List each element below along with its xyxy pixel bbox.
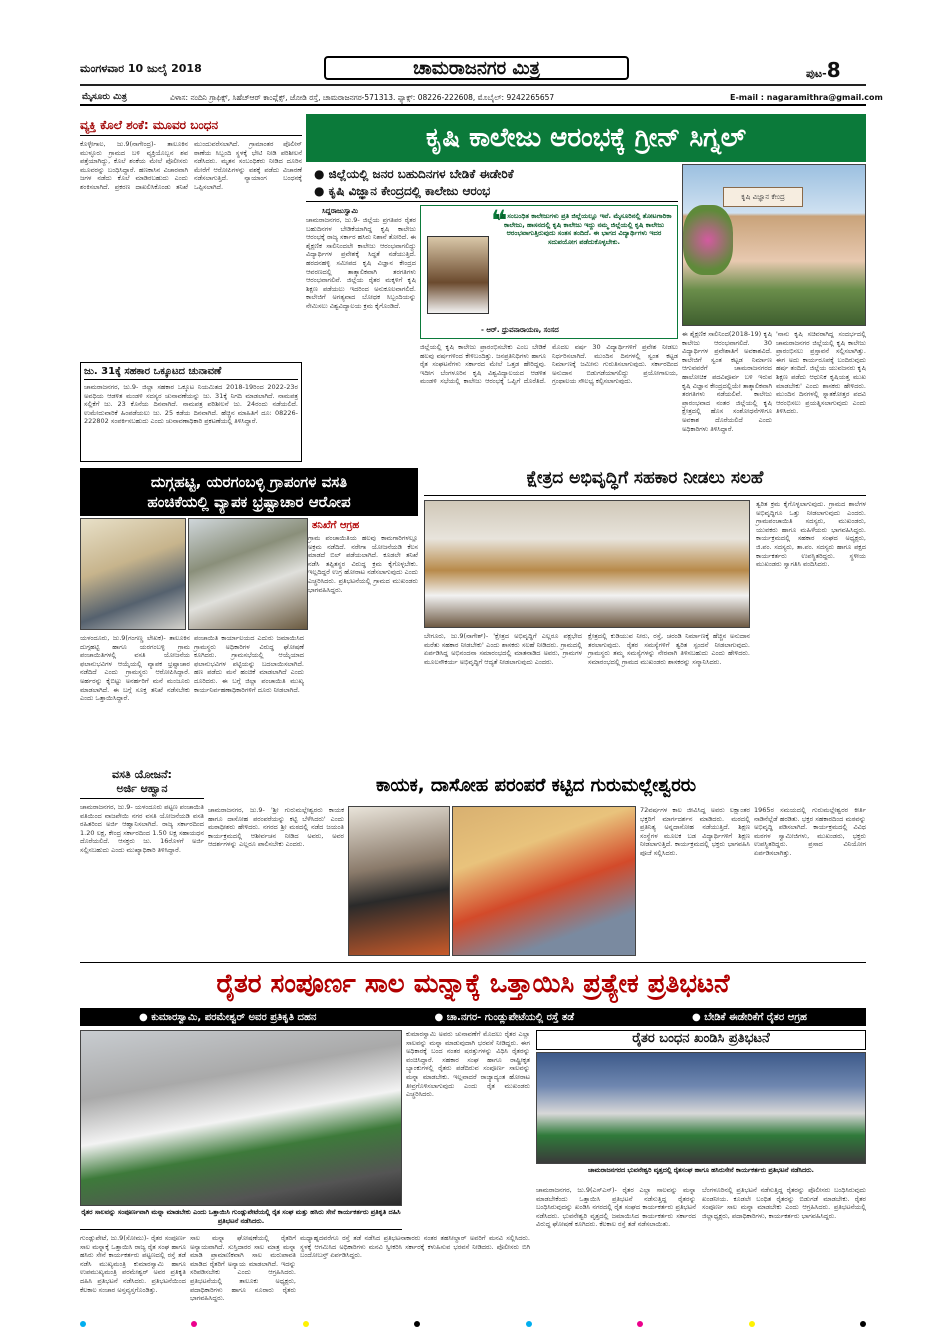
story-coop-election <box>80 362 302 462</box>
housing-scam-body-col1: ಯಳಂದೂರು, ಜು.9(ಗಂಗಣ್ಣ ಲೇಖಕ)- ತಾಲೂಕಿನ ದುಗ್ಗಹಟ್ಟಿ ಹಾಗೂ ಯರಗಂಬಳ್ಳಿ ಗ್ರಾಮ ಪಂಚಾಯಿತಿಗಳಲ್ಲಿ ವಸತಿ ಯೋಜನೆಯ ಫಲಾನುಭವಿಗಳ ಆಯ್ಕೆಯಲ್ಲಿ ವ್ಯಾಪಕ ಭ್ರಷ್ಟಾಚಾರ ನಡೆದಿದೆ ಎಂದು ಗ್ರಾಮಸ್ಥರು ಆರೋಪಿಸಿದ್ದಾರೆ. ಅರ್ಹರನ್ನು ಕೈಬಿಟ್ಟು ಅನರ್ಹರಿಗೆ ಮನೆ ಮಂಜೂರು ಮಾಡಲಾಗಿದೆ. ಈ ಬಗ್ಗೆ ಸೂಕ್ತ ತನಿಖೆ ನಡೆಸಬೇಕು ಎಂದು ಒತ್ತಾಯಿಸಿದ್ದಾರೆ. <box>80 634 193 703</box>
reg-dot-magenta-2 <box>637 1321 643 1327</box>
address-strip <box>80 92 883 106</box>
college-sign-text: ಕೃಷಿ ವಿಜ್ಞಾನ ಕೇಂದ್ರ <box>741 192 785 201</box>
housing-scam-body-col3: ಗ್ರಾಮ ಪಂಚಾಯಿತಿಯ ಹಲವು ಕಾಮಗಾರಿಗಳಲ್ಲೂ ಅಕ್ರಮ ನಡೆದಿದೆ. ನರೇಗಾ ಯೋಜನೆಯಡಿ ಕೆಲಸ ಮಾಡದೆ ಬಿಲ್ ಪಡೆಯಲಾಗಿದೆ. ಕೂಡಲೇ ತನಿಖೆ ನಡೆಸಿ ತಪ್ಪಿತಸ್ಥರ ವಿರುದ್ಧ ಕ್ರಮ ಕೈಗೊಳ್ಳಬೇಕು. ಇಲ್ಲದಿದ್ದರೆ ಉಗ್ರ ಹೋರಾಟ ನಡೆಸಲಾಗುವುದು ಎಂದು ಎಚ್ಚರಿಸಿದರು. ಪ್ರತಿಭಟನೆಯಲ್ಲಿ ಗ್ರಾಮದ ಮುಖಂಡರು ಭಾಗವಹಿಸಿದ್ದರು. <box>308 534 421 594</box>
loan-waiver-body-col2: ಗುಂಡ್ಲುಪೇಟೆ, ಜು.9(ಸೋಮು)- ರೈತರ ಸಂಪೂರ್ಣ ಸಾಲ ಮನ್ನಾಕ್ಕೆ ಒತ್ತಾಯಿಸಿ ರಾಜ್ಯ ರೈತ ಸಂಘ ಹಾಗೂ ಹಸಿರು ಸೇನೆ ಕಾರ್ಯಕರ್ತರು ಪಟ್ಟಣದಲ್ಲಿ ರಸ್ತೆ ತಡೆ ನಡೆಸಿ ಮುಖ್ಯಮಂತ್ರಿ ಕುಮಾರಸ್ವಾಮಿ ಹಾಗೂ ಉಪಮುಖ್ಯಮಂತ್ರಿ ಪರಮೇಶ್ವರ್ ಅವರ ಪ್ರತಿಕೃತಿ ದಹಿಸಿ ಪ್ರತಿಭಟನೆ ನಡೆಸಿದರು. ಪ್ರತಿಭಟನೆಯಿಂದ ಕೆಲಕಾಲ ಸಂಚಾರ ಅಸ್ತವ್ಯಸ್ತಗೊಂಡಿತ್ತು. <box>80 1234 189 1294</box>
loan-waiver-headline: ರೈತರ ಸಂಪೂರ್ಣ ಸಾಲ ಮನ್ನಾಕ್ಕೆ ಒತ್ತಾಯಿಸಿ ಪ್ರತ್ಯೇಕ ಪ್ರತಿಭಟನೆ <box>80 962 866 1006</box>
loan-waiver-bullet-2-text: ಚಾ.ನಗರ- ಗುಂಡ್ಲುಪೇಟೆಯಲ್ಲಿ ರಸ್ತೆ ತಡೆ <box>446 1011 574 1023</box>
loan-waiver-body-col4: ಮಧ್ಯಾಹ್ನದವರೆಗೂ ರಸ್ತೆ ತಡೆ ನಡೆಸಿದ ಪ್ರತಿಭಟನಾಕಾರರು ನಂತರ ತಹಸೀಲ್ದಾರ್ ಅವರಿಗೆ ಮನವಿ ಸಲ್ಲಿಸಿದರು. ಸ್ಥಳಕ್ಕೆ ಆಗಮಿಸಿದ ಅಧಿಕಾರಿಗಳು ಮನವಿ ಸ್ವೀಕರಿಸಿ ಸರ್ಕಾರಕ್ಕೆ ಕಳುಹಿಸುವ ಭರವಸೆ ನೀಡಿದರು. ಪೊಲೀಸರು ಬಿಗಿ ಬಂದೋಬಸ್ತ್ ಏರ್ಪಡಿಸಿದ್ದರು. <box>300 1234 533 1260</box>
arrest-protest-photo <box>536 1052 866 1164</box>
housing-scam-headline-line1: ದುಗ್ಗಹಟ್ಟಿ, ಯರಗಂಬಳ್ಳಿ ಗ್ರಾಪಂಗಳ ವಸತಿ <box>150 473 348 491</box>
reg-dot-yellow-2 <box>749 1321 755 1327</box>
effigy-burning-caption: ರೈತರ ಸಾಲವನ್ನು ಸಂಪೂರ್ಣವಾಗಿ ಮನ್ನಾ ಮಾಡಬೇಕು ಎಂದು ಒತ್ತಾಯಿಸಿ ಗುಂಡ್ಲುಪೇಟೆಯಲ್ಲಿ ರೈತ ಸಂಘ ಮತ್ತು ಹಸಿರು ಸೇನೆ ಕಾರ್ಯಕರ್ತರು ಪ್ರತಿಕೃತಿ ದಹಿಸಿ ಪ್ರತಿಭಟನೆ ನಡೆಸಿದರು. <box>80 1208 402 1230</box>
story-coop-body: ಚಾಮರಾಜನಗರ, ಜು.9- ಜಿಲ್ಲಾ ಸಹಕಾರ ಒಕ್ಕೂಟ ನಿಯಮಿತದ 2018-19ರಿಂದ 2022-23ರ ಅವಧಿಯ ಆಡಳಿತ ಮಂಡಳಿ ಸದಸ್ಯರ ಚುನಾವಣೆಯನ್ನು ಜು. 31ಕ್ಕೆ ನಿಗದಿ ಮಾಡಲಾಗಿದೆ. ನಾಮಪತ್ರ ಸಲ್ಲಿಕೆಗೆ ಜು. 23 ಕೊನೆಯ ದಿನವಾಗಿದೆ. ನಾಮಪತ್ರ ಪರಿಶೀಲನೆ ಜು. 24ರಂದು ನಡೆಯಲಿದೆ. ಉಮೇದುವಾರಿಕೆ ಹಿಂಪಡೆಯಲು ಜು. 25 ಕಡೆಯ ದಿನವಾಗಿದೆ. ಹೆಚ್ಚಿನ ಮಾಹಿತಿಗೆ ದೂ: 08226-222802 ಸಂಪರ್ಕಿಸಬಹುದು ಎಂದು ಚುನಾವಣಾಧಿಕಾರಿ ಪ್ರಕಟಣೆಯಲ್ಲಿ ತಿಳಿಸಿದ್ದಾರೆ. <box>84 383 301 426</box>
lead-bullet-1-text: ಜಿಲ್ಲೆಯಲ್ಲಿ ಜನರ ಬಹುದಿನಗಳ ಬೇಡಿಕೆ ಈಡೇರಿಕೆ <box>328 167 514 181</box>
lead-body-col3: ಈ ಶೈಕ್ಷಣಿಕ ಸಾಲಿನಿಂದ(2018-19) ಕೃಷಿ ಕಾಲೇಜು ಆರಂಭವಾಗಲಿದೆ. 30 ವಿದ್ಯಾರ್ಥಿಗಳ ಪ್ರವೇಶಾತಿಗೆ ಅವಕಾಶವಿದೆ. ಕಾಲೇಜಿಗೆ ಸ್ವಂತ ಕಟ್ಟಡ ನಿರ್ಮಾಣ ಆಗುವವರೆಗೆ ಚಾಮರಾಜನಗರದ ಹಾಲೋಚಿಕ ಪದವಿಪೂರ್ವ ಬಳಿ ಇರುವ ಕೃಷಿ ವಿಜ್ಞಾನ ಕೇಂದ್ರದಲ್ಲಿಯೇ ತಾತ್ಕಾಲಿಕವಾಗಿ ತರಗತಿಗಳು ನಡೆಯಲಿವೆ. ಕಾಲೇಜು ಪ್ರಾರಂಭವಾದ ನಂತರ ಜಿಲ್ಲೆಯಲ್ಲಿ ಕೃಷಿ ಕ್ಷೇತ್ರದಲ್ಲಿ ಹೊಸ ಸಂಶೋಧನೆಗಳಿಗೂ ಅವಕಾಶ ದೊರೆಯಲಿದೆ ಎಂದು ಅಧಿಕಾರಿಗಳು ತಿಳಿಸಿದ್ದಾರೆ. <box>682 330 775 433</box>
reg-dot-cyan-2 <box>526 1321 532 1327</box>
masthead <box>74 56 870 92</box>
gurumalleshwara-body-col1: ಚಾಮರಾಜನಗರ, ಜು.9- 'ಶ್ರೀ ಗುರುಮಲ್ಲೇಶ್ವರರು ಕಾಯಕ ಹಾಗೂ ದಾಸೋಹ ಪರಂಪರೆಯನ್ನು ಕಟ್ಟಿ ಬೆಳೆಸಿದರು' ಎಂದು ಮಠಾಧೀಶರು ಹೇಳಿದರು. ನಗರದ ಶ್ರೀ ಮಠದಲ್ಲಿ ನಡೆದ ಜಯಂತಿ ಕಾರ್ಯಕ್ರಮದಲ್ಲಿ ಆಶೀರ್ವಚನ ನೀಡಿದ ಅವರು, ಅವರ ಆದರ್ಶಗಳನ್ನು ಎಲ್ಲರೂ ಪಾಲಿಸಬೇಕು ಎಂದರು. <box>208 806 347 849</box>
gurumalleshwara-body-col3: 1965ರ ಸಮಯದಲ್ಲಿ ಗುರುಮಲ್ಲೇಶ್ವರರ ಕೀರ್ತಿ ನಾಡಿನೆಲ್ಲೆಡೆ ಹರಡಿತು. ಭಕ್ತರ ಸಹಕಾರದಿಂದ ಮಠವನ್ನು ಅಭಿವೃದ್ಧಿ ಪಡಿಸಲಾಗಿದೆ. ಕಾರ್ಯಕ್ರಮದಲ್ಲಿ ವಿವಿಧ ಮಠಗಳ ಸ್ವಾಮೀಜಿಗಳು, ಮುಖಂಡರು, ಭಕ್ತರು ಉಪಸ್ಥಿತರಿದ್ದರು. ಪ್ರಸಾದ ವಿನಿಯೋಗ ಏರ್ಪಡಿಸಲಾಗಿತ್ತು. <box>754 806 869 857</box>
lead-mp-photo <box>427 236 489 314</box>
lead-body-col1: ಚಾಮರಾಜನಗರ, ಜು.9- ಜಿಲ್ಲೆಯ ಪ್ರಗತಿಪರ ರೈತರ ಬಹುದಿನಗಳ ಬೇಡಿಕೆಯಾಗಿದ್ದ ಕೃಷಿ ಕಾಲೇಜು ಆರಂಭಕ್ಕೆ ರಾಜ್ಯ ಸರ್ಕಾರ ಹಸಿರು ನಿಶಾನೆ ತೋರಿದೆ. ಈ ಶೈಕ್ಷಣಿಕ ಸಾಲಿನಿಂದಲೇ ಕಾಲೇಜು ಆರಂಭವಾಗಲಿದ್ದು ವಿದ್ಯಾರ್ಥಿಗಳ ಪ್ರವೇಶಕ್ಕೆ ಸಿದ್ಧತೆ ನಡೆಯುತ್ತಿದೆ. ಹರದನಹಳ್ಳಿ ಸಮೀಪದ ಕೃಷಿ ವಿಜ್ಞಾನ ಕೇಂದ್ರದ ಆವರಣದಲ್ಲಿ ತಾತ್ಕಾಲಿಕವಾಗಿ ತರಗತಿಗಳು ಆರಂಭವಾಗಲಿವೆ. ಜಿಲ್ಲೆಯ ರೈತರ ಮಕ್ಕಳಿಗೆ ಕೃಷಿ ಶಿಕ್ಷಣ ಪಡೆಯಲು ಇದರಿಂದ ಅನುಕೂಲವಾಗಲಿದೆ. ಕಾಲೇಜಿಗೆ ಅಗತ್ಯವಾದ ಬೋಧಕ ಸಿಬ್ಬಂದಿಯನ್ನು ನೇಮಿಸಲು ವಿಶ್ವವಿದ್ಯಾಲಯ ಕ್ರಮ ಕೈಗೊಂಡಿದೆ. <box>306 216 419 310</box>
housing-scheme-notice <box>80 768 207 964</box>
gurumalleshwara-headline: ಕಾಯಕ, ದಾಸೋಹ ಪರಂಪರೆ ಕಟ್ಟಿದ ಗುರುಮಲ್ಲೇಶ್ವರರು <box>206 768 866 802</box>
college-building-photo <box>682 164 866 326</box>
color-registration-marks <box>80 1320 866 1328</box>
housing-scam-photo-1 <box>80 518 186 630</box>
masthead-rule <box>80 84 866 86</box>
development-body-col1: ಬೇಗೂರು, ಜು.9(ನಾಗೇಶ್)- 'ಕ್ಷೇತ್ರದ ಅಭಿವೃದ್ಧಿಗೆ ಎಲ್ಲರೂ ಪಕ್ಷಭೇದ ಮರೆತು ಸಹಕಾರ ನೀಡಬೇಕು' ಎಂದು ಶಾಸಕರು ಸಲಹೆ ನೀಡಿದರು. ಗ್ರಾಮದಲ್ಲಿ ಏರ್ಪಡಿಸಿದ್ದ ಅಭಿನಂದನಾ ಸಮಾರಂಭದಲ್ಲಿ ಮಾತನಾಡಿದ ಅವರು, ಗ್ರಾಮಗಳ ಮೂಲಸೌಕರ್ಯ ಅಭಿವೃದ್ಧಿಗೆ ಆದ್ಯತೆ ನೀಡಲಾಗುವುದು ಎಂದರು. <box>424 632 585 666</box>
arrest-protest-body-col2: ಬೆಂಗಳೂರಿನಲ್ಲಿ ಪ್ರತಿಭಟನೆ ನಡೆಸುತ್ತಿದ್ದ ರೈತರನ್ನು ಪೊಲೀಸರು ಬಂಧಿಸಿರುವುದು ಖಂಡನೀಯ. ಕೂಡಲೇ ಬಂಧಿತ ರೈತರನ್ನು ಬಿಡುಗಡೆ ಮಾಡಬೇಕು. ರೈತರ ಸಂಪೂರ್ಣ ಸಾಲ ಮನ್ನಾ ಮಾಡಬೇಕು ಎಂದು ಆಗ್ರಹಿಸಿದರು. ಪ್ರತಿಭಟನೆಯಲ್ಲಿ ಜಿಲ್ಲಾಧ್ಯಕ್ಷರು, ಪದಾಧಿಕಾರಿಗಳು, ಕಾರ್ಯಕರ್ತರು ಭಾಗವಹಿಸಿದ್ದರು. <box>702 1186 869 1220</box>
loan-waiver-bullet-1: ● ಕುಮಾರಸ್ವಾಮಿ, ಪರಮೇಶ್ವರ್ ಅವರ ಪ್ರತಿಕೃತಿ ದಹನ <box>139 1011 317 1023</box>
loan-waiver-bullet-3: ● ಬೇಡಿಕೆ ಈಡೇರಿಕೆಗೆ ರೈತರ ಆಗ್ರಹ <box>692 1011 807 1023</box>
reg-dot-yellow <box>303 1321 309 1327</box>
lead-body-col2: ಜಿಲ್ಲೆಯಲ್ಲಿ ಕೃಷಿ ಕಾಲೇಜು ಪ್ರಾರಂಭಿಸಬೇಕು ಎಂಬ ಬೇಡಿಕೆ ಹಲವು ವರ್ಷಗಳಿಂದ ಕೇಳಿಬಂದಿತ್ತು. ಜನಪ್ರತಿನಿಧಿಗಳು ಹಾಗೂ ರೈತ ಸಂಘಟನೆಗಳು ಸರ್ಕಾರದ ಮೇಲೆ ಒತ್ತಡ ಹೇರಿದ್ದವು. ಇದೀಗ ಬೆಂಗಳೂರಿನ ಕೃಷಿ ವಿಶ್ವವಿದ್ಯಾಲಯದ ಆಡಳಿತ ಮಂಡಳಿ ಸಭೆಯಲ್ಲಿ ಕಾಲೇಜು ಆರಂಭಕ್ಕೆ ಒಪ್ಪಿಗೆ ದೊರೆತಿದೆ. ಮೊದಲ ವರ್ಷ 30 ವಿದ್ಯಾರ್ಥಿಗಳಿಗೆ ಪ್ರವೇಶ ನೀಡಲು ನಿರ್ಧರಿಸಲಾಗಿದೆ. ಮುಂದಿನ ದಿನಗಳಲ್ಲಿ ಸ್ವಂತ ಕಟ್ಟಡ ನಿರ್ಮಾಣಕ್ಕೆ ಜಮೀನು ಗುರುತಿಸಲಾಗುವುದು. ಸರ್ಕಾರದಿಂದ ಅನುದಾನ ಬಿಡುಗಡೆಯಾಗಲಿದ್ದು ಪ್ರಯೋಗಾಲಯ, ಗ್ರಂಥಾಲಯ ಸೌಲಭ್ಯ ಕಲ್ಪಿಸಲಾಗುವುದು. <box>420 343 681 386</box>
story-coop-headline: ಜು. 31ಕ್ಕೆ ಸಹಕಾರ ಒಕ್ಕೂಟದ ಚುನಾವಣೆ <box>84 366 298 380</box>
lead-headline: ಕೃಷಿ ಕಾಲೇಜು ಆರಂಭಕ್ಕೆ ಗ್ರೀನ್ ಸಿಗ್ನಲ್ <box>306 114 866 162</box>
lead-quote-author: - ಆರ್. ಧ್ರುವನಾರಾಯಣ, ಸಂಸದ <box>481 326 559 334</box>
housing-scam-headline-line2: ಹಂಚಿಕೆಯಲ್ಲಿ ವ್ಯಾಪಕ ಭ್ರಷ್ಟಾಚಾರ ಆರೋಪ <box>147 493 351 511</box>
lead-bullet-1: ● ಜಿಲ್ಲೆಯಲ್ಲಿ ಜನರ ಬಹುದಿನಗಳ ಬೇಡಿಕೆ ಈಡೇರಿಕೆ <box>314 167 514 181</box>
gurumalleshwara-body-col2: 72ವರ್ಷಗಳ ಕಾಲ ಜೀವಿಸಿದ್ದ ಅವರು ಲಕ್ಷಾಂತರ ಭಕ್ತರಿಗೆ ಮಾರ್ಗದರ್ಶನ ಮಾಡಿದರು. ಮಠದಲ್ಲಿ ಪ್ರತಿನಿತ್ಯ ಅನ್ನದಾಸೋಹ ನಡೆಯುತ್ತಿದೆ. ಶಿಕ್ಷಣ ಸಂಸ್ಥೆಗಳ ಮೂಲಕ ಬಡ ವಿದ್ಯಾರ್ಥಿಗಳಿಗೆ ಶಿಕ್ಷಣ ನೀಡಲಾಗುತ್ತಿದೆ. ಕಾರ್ಯಕ್ರಮದಲ್ಲಿ ಭಕ್ತರು ಭಾಗವಹಿಸಿ ಪೂಜೆ ಸಲ್ಲಿಸಿದರು. <box>640 806 753 857</box>
housing-scheme-headline-1: ವಸತಿ ಯೋಜನೆ: <box>112 768 172 781</box>
masthead-title: ಚಾಮರಾಜನಗರ ಮಿತ್ರ <box>324 56 629 80</box>
housing-scheme-body: ಚಾಮರಾಜನಗರ, ಜು.9- ಯಳಂದೂರು ಪಟ್ಟಣ ಪಂಚಾಯಿತಿ ವತಿಯಿಂದ ವಾಜಪೇಯಿ ನಗರ ವಸತಿ ಯೋಜನೆಯಡಿ ವಸತಿ ರಹಿತರಿಂದ ಅರ್ಜಿ ಆಹ್ವಾನಿಸಲಾಗಿದೆ. ರಾಜ್ಯ ಸರ್ಕಾರದಿಂದ 1.20 ಲಕ್ಷ, ಕೇಂದ್ರ ಸರ್ಕಾರದಿಂದ 1.50 ಲಕ್ಷ ಸಹಾಯಧನ ದೊರೆಯಲಿದೆ. ಆಸಕ್ತರು ಜು. 16ರೊಳಗೆ ಅರ್ಜಿ ಸಲ್ಲಿಸಬಹುದು ಎಂದು ಮುಖ್ಯಾಧಿಕಾರಿ ತಿಳಿಸಿದ್ದಾರೆ. <box>80 803 207 854</box>
arrest-protest-body-col1: ಚಾಮರಾಜನಗರ, ಜು.9(ಎಸ್‌ಎಸ್)- ರೈತರ ಎಲ್ಲಾ ಸಾಲವನ್ನು ಮನ್ನಾ ಮಾಡಬೇಕೆಂದು ಒತ್ತಾಯಿಸಿ ಪ್ರತಿಭಟನೆ ನಡೆಸುತ್ತಿದ್ದ ರೈತರನ್ನು ಬಂಧಿಸಿರುವುದನ್ನು ಖಂಡಿಸಿ ನಗರದಲ್ಲಿ ರೈತ ಸಂಘದ ಕಾರ್ಯಕರ್ತರು ಪ್ರತಿಭಟನೆ ನಡೆಸಿದರು. ಭುವನೇಶ್ವರಿ ವೃತ್ತದಲ್ಲಿ ಜಮಾಯಿಸಿದ ಕಾರ್ಯಕರ್ತರು ಸರ್ಕಾರದ ವಿರುದ್ಧ ಘೋಷಣೆ ಕೂಗಿದರು. ಕೆಲಕಾಲ ರಸ್ತೆ ತಡೆ ನಡೆಸಲಾಯಿತು. <box>536 1186 699 1229</box>
college-sign <box>723 187 803 207</box>
lead-body-col4: 'ನಾನು ಕೃಷಿ ಸಚಿವರಾಗಿದ್ದ ಸಂದರ್ಭದಲ್ಲಿ ಚಾಮರಾಜನಗರ ಜಿಲ್ಲೆಯಲ್ಲಿ ಕೃಷಿ ಕಾಲೇಜು ಪ್ರಾರಂಭಿಸಲು ಪ್ರಸ್ತಾವನೆ ಸಲ್ಲಿಸಲಾಗಿತ್ತು. ಈಗ ಅದು ಕಾರ್ಯರೂಪಕ್ಕೆ ಬಂದಿರುವುದು ಹರ್ಷ ತಂದಿದೆ. ಜಿಲ್ಲೆಯ ಯುವಜನರು ಕೃಷಿ ಶಿಕ್ಷಣ ಪಡೆದು ಆಧುನಿಕ ಕೃಷಿಯತ್ತ ಮುಖ ಮಾಡಬೇಕು' ಎಂದು ಶಾಸಕರು ಹೇಳಿದರು. ಮುಂದಿನ ದಿನಗಳಲ್ಲಿ ಸ್ನಾತಕೋತ್ತರ ಪದವಿ ಆರಂಭಿಸಲು ಪ್ರಯತ್ನಿಸಲಾಗುವುದು ಎಂದು ತಿಳಿಸಿದರು. <box>776 330 869 416</box>
development-body-col3: ತ್ವರಿತ ಕ್ರಮ ಕೈಗೊಳ್ಳಲಾಗುವುದು. ಗ್ರಾಮದ ಶಾಲೆಗಳ ಅಭಿವೃದ್ಧಿಗೂ ಒತ್ತು ನೀಡಲಾಗುವುದು ಎಂದರು. ಗ್ರಾಮಪಂಚಾಯಿತಿ ಸದಸ್ಯರು, ಮುಖಂಡರು, ಯುವಕರು ಹಾಗೂ ಮಹಿಳೆಯರು ಭಾಗವಹಿಸಿದ್ದರು. ಕಾರ್ಯಕ್ರಮದಲ್ಲಿ ಸಹಕಾರ ಸಂಘದ ಅಧ್ಯಕ್ಷರು, ಜಿ.ಪಂ. ಸದಸ್ಯರು, ತಾ.ಪಂ. ಸದಸ್ಯರು ಹಾಗೂ ಪಕ್ಷದ ಕಾರ್ಯಕರ್ತರು ಉಪಸ್ಥಿತರಿದ್ದರು. ಸ್ಥಳೀಯ ಮುಖಂಡರು ಸ್ವಾಗತಿಸಿ ವಂದಿಸಿದರು. <box>756 500 869 569</box>
development-photo <box>424 500 750 628</box>
development-body-col2: ಕ್ಷೇತ್ರದಲ್ಲಿ ಕುಡಿಯುವ ನೀರು, ರಸ್ತೆ, ಚರಂಡಿ ನಿರ್ಮಾಣಕ್ಕೆ ಹೆಚ್ಚಿನ ಅನುದಾನ ತರಲಾಗುವುದು. ರೈತರ ಸಮಸ್ಯೆಗಳಿಗೆ ತ್ವರಿತ ಸ್ಪಂದನೆ ನೀಡಲಾಗುವುದು. ಗ್ರಾಮಸ್ಥರು ತಮ್ಮ ಸಮಸ್ಯೆಗಳನ್ನು ನೇರವಾಗಿ ತಿಳಿಸಬಹುದು ಎಂದು ಹೇಳಿದರು. ಸಮಾರಂಭದಲ್ಲಿ ಗ್ರಾಮದ ಮುಖಂಡರು ಶಾಸಕರನ್ನು ಸನ್ಮಾನಿಸಿದರು. <box>588 632 753 666</box>
page-label: ಪುಟ- <box>806 67 827 80</box>
housing-scheme-headline-2: ಅರ್ಜಿ ಆಹ್ವಾನ <box>80 782 204 799</box>
housing-scam-body-col2: ಪಂಚಾಯಿತಿ ಕಾರ್ಯಾಲಯದ ಎದುರು ಜಮಾಯಿಸಿದ ಗ್ರಾಮಸ್ಥರು ಅಧಿಕಾರಿಗಳ ವಿರುದ್ಧ ಘೋಷಣೆ ಕೂಗಿದರು. ಗ್ರಾಮಸಭೆಯಲ್ಲಿ ಆಯ್ಕೆಯಾದ ಫಲಾನುಭವಿಗಳ ಪಟ್ಟಿಯನ್ನು ಬದಲಾಯಿಸಲಾಗಿದೆ. ಹಣ ಪಡೆದು ಮನೆ ಹಂಚಿಕೆ ಮಾಡಲಾಗಿದೆ ಎಂದು ದೂರಿದರು. ಈ ಬಗ್ಗೆ ಜಿಲ್ಲಾ ಪಂಚಾಯಿತಿ ಮುಖ್ಯ ಕಾರ್ಯನಿರ್ವಹಣಾಧಿಕಾರಿಗಳಿಗೆ ದೂರು ನೀಡಲಾಗಿದೆ. <box>194 634 307 694</box>
loan-waiver-body-col1: ಕುಮಾರಸ್ವಾಮಿ ಅವರು ಚುನಾವಣೆಗೆ ಮೊದಲು ರೈತರ ಎಲ್ಲಾ ಸಾಲವನ್ನು ಮನ್ನಾ ಮಾಡುವುದಾಗಿ ಭರವಸೆ ನೀಡಿದ್ದರು. ಈಗ ಅಧಿಕಾರಕ್ಕೆ ಬಂದ ನಂತರ ಷರತ್ತುಗಳನ್ನು ವಿಧಿಸಿ ರೈತರನ್ನು ವಂಚಿಸಿದ್ದಾರೆ. ಸಹಕಾರ ಸಂಘ ಹಾಗೂ ರಾಷ್ಟ್ರೀಕೃತ ಬ್ಯಾಂಕುಗಳಲ್ಲಿ ರೈತರು ಪಡೆದಿರುವ ಸಂಪೂರ್ಣ ಸಾಲವನ್ನು ಮನ್ನಾ ಮಾಡಬೇಕು. ಇಲ್ಲವಾದರೆ ರಾಜ್ಯಾದ್ಯಂತ ಹೋರಾಟ ತೀವ್ರಗೊಳಿಸಲಾಗುವುದು ಎಂದು ರೈತ ಮುಖಂಡರು ಎಚ್ಚರಿಸಿದರು. <box>406 1030 533 1099</box>
housing-scam-kicker: ತನಿಖೆಗೆ ಆಗ್ರಹ <box>312 520 360 531</box>
story-murder-arrest <box>80 118 305 356</box>
edition-label: ಮೈಸೂರು ಮಿತ್ರ <box>82 92 127 102</box>
housing-scam-headline <box>80 468 418 516</box>
gurumalleshwara-photo-1 <box>348 806 450 956</box>
loan-waiver-bullet-1-text: ಕುಮಾರಸ್ವಾಮಿ, ಪರಮೇಶ್ವರ್ ಅವರ ಪ್ರತಿಕೃತಿ ದಹನ <box>151 1011 317 1023</box>
quote-mark-icon: ❝ <box>491 204 508 237</box>
lead-bullet-2-text: ಕೃಷಿ ವಿಜ್ಞಾನ ಕೇಂದ್ರದಲ್ಲಿ ಕಾಲೇಜು ಆರಂಭ <box>328 184 491 198</box>
email-text: E-mail : nagaramithra@gmail.com <box>730 93 883 102</box>
effigy-burning-photo <box>80 1030 402 1206</box>
story-murder-body: ಕೊಳ್ಳೇಗಾಲ, ಜು.9(ನಾಗೇಂದ್ರ)- ತಾಲೂಕಿನ ಮುಳ್ಳೂರು ಗ್ರಾಮದ ಬಳಿ ವ್ಯಕ್ತಿಯೊಬ್ಬನ ಶವ ಪತ್ತೆಯಾಗಿದ್ದು, ಕೊಲೆ ಶಂಕೆಯ ಮೇಲೆ ಪೊಲೀಸರು ಮೂವರನ್ನು ಬಂಧಿಸಿದ್ದಾರೆ. ಹಣಕಾಸಿನ ವಿಚಾರವಾಗಿ ಜಗಳ ನಡೆದು ಕೊಲೆ ಮಾಡಿರಬಹುದು ಎಂದು ಶಂಕಿಸಲಾಗಿದೆ. ಪ್ರಕರಣ ದಾಖಲಿಸಿಕೊಂಡು ತನಿಖೆ ಮುಂದುವರೆಸಲಾಗಿದೆ. ಗ್ರಾಮಾಂತರ ಪೊಲೀಸ್ ಠಾಣೆಯ ಸಿಬ್ಬಂದಿ ಸ್ಥಳಕ್ಕೆ ಭೇಟಿ ನೀಡಿ ಪರಿಶೀಲನೆ ನಡೆಸಿದರು. ಮೃತನ ಸಂಬಂಧಿಕರು ನೀಡಿದ ದೂರಿನ ಮೇರೆಗೆ ಆರೋಪಿಗಳನ್ನು ವಶಕ್ಕೆ ಪಡೆದು ವಿಚಾರಣೆ ನಡೆಸಲಾಗುತ್ತಿದೆ. ನ್ಯಾಯಾಂಗ ಬಂಧನಕ್ಕೆ ಒಪ್ಪಿಸಲಾಗಿದೆ. <box>80 140 305 191</box>
lead-quote-box <box>420 205 678 339</box>
arrest-protest-caption: ಚಾಮರಾಜನಗರದ ಭುವನೇಶ್ವರಿ ವೃತ್ತದಲ್ಲಿ ರೈತಸಂಘ ಹಾಗೂ ಹಸಿರುಸೇನೆ ಕಾರ್ಯಕರ್ತರು ಪ್ರತಿಭಟನೆ ನಡೆಸಿದರು. <box>588 1166 814 1174</box>
page-number-box <box>806 58 841 82</box>
reg-dot-black <box>414 1321 420 1327</box>
gurumalleshwara-photo-2 <box>452 806 636 956</box>
loan-waiver-bullet-3-text: ಬೇಡಿಕೆ ಈಡೇರಿಕೆಗೆ ರೈತರ ಆಗ್ರಹ <box>704 1011 807 1023</box>
development-headline: ಕ್ಷೇತ್ರದ ಅಭಿವೃದ್ಧಿಗೆ ಸಹಕಾರ ನೀಡಲು ಸಲಹೆ <box>424 468 866 496</box>
lead-byline: ಸಿದ್ದರಾಜುಸ್ವಾಮಿ <box>322 207 359 215</box>
reg-dot-black-2 <box>860 1321 866 1327</box>
reg-dot-cyan <box>80 1321 86 1327</box>
loan-waiver-bullet-2: ● ಚಾ.ನಗರ- ಗುಂಡ್ಲುಪೇಟೆಯಲ್ಲಿ ರಸ್ತೆ ತಡೆ <box>434 1011 574 1023</box>
address-text: ವಿಳಾಸ: ನಂದಿನಿ ಗ್ರಾಫಿಕ್ಸ್, ಸಿಹೆಚ್‌ಆರ್ ಕಾಂಪ್ಲೆಕ್ಸ್, ಜೋಡಿ ರಸ್ತೆ, ಚಾಮರಾಜನಗರ-571313. ಫ್ಯಾಕ್ಸ್: 08226-222608, ಮೊಬೈಲ್: 9242265657 <box>170 93 555 102</box>
lead-bullet-2: ● ಕೃಷಿ ವಿಜ್ಞಾನ ಕೇಂದ್ರದಲ್ಲಿ ಕಾಲೇಜು ಆರಂಭ <box>314 184 491 198</box>
lead-quote-text: ಕೃಷಿ ಸಂಬಂಧಿತ ಕಾಲೇಜುಗಳು ಪ್ರತಿ ಜಿಲ್ಲೆಯಲ್ಲೂ ಇವೆ. ಮೈಸೂರಿನಲ್ಲಿ ತೋಟಗಾರಿಕಾ ಕಾಲೇಜು, ಹಾಸನದಲ್ಲಿ ಕೃಷಿ ಕಾಲೇಜು ಇದ್ದು ನಮ್ಮ ಜಿಲ್ಲೆಯಲ್ಲಿ ಕೃಷಿ ಕಾಲೇಜು ಆರಂಭವಾಗುತ್ತಿರುವುದು ಸಂತಸ ತಂದಿದೆ. ಈ ಭಾಗದ ವಿದ್ಯಾರ್ಥಿಗಳು ಇದರ ಸದುಪಯೋಗ ಪಡೆದುಕೊಳ್ಳಬೇಕು. <box>496 212 674 246</box>
housing-scam-photo-2 <box>188 518 308 630</box>
story-murder-headline: ವ್ಯಕ್ತಿ ಕೊಲೆ ಶಂಕೆ: ಮೂವರ ಬಂಧನ <box>80 118 302 136</box>
masthead-date: ಮಂಗಳವಾರ 10 ಜುಲೈ 2018 <box>80 62 202 75</box>
page-number: 8 <box>826 58 841 82</box>
loan-waiver-body-col3: ಸಾಲ ಮನ್ನಾ ಘೋಷಣೆಯಲ್ಲಿ ರೈತರಿಗೆ ಅನ್ಯಾಯವಾಗಿದೆ. ಸುಸ್ತಿದಾರರ ಸಾಲ ಮಾತ್ರ ಮನ್ನಾ ಮಾಡಿ ಪ್ರಾಮಾಣಿಕವಾಗಿ ಸಾಲ ಮರುಪಾವತಿ ಮಾಡಿದ ರೈತರಿಗೆ ಅನ್ಯಾಯ ಮಾಡಲಾಗಿದೆ. ಇದನ್ನು ಸರಿಪಡಿಸಬೇಕು ಎಂದು ಆಗ್ರಹಿಸಿದರು. ಪ್ರತಿಭಟನೆಯಲ್ಲಿ ತಾಲೂಕು ಅಧ್ಯಕ್ಷರು, ಪದಾಧಿಕಾರಿಗಳು ಹಾಗೂ ನೂರಾರು ರೈತರು ಭಾಗವಹಿಸಿದ್ದರು. <box>190 1234 299 1303</box>
lead-bullets <box>306 164 678 202</box>
reg-dot-magenta <box>191 1321 197 1327</box>
bougainvillea-tree <box>683 205 733 275</box>
arrest-protest-headline: ರೈತರ ಬಂಧನ ಖಂಡಿಸಿ ಪ್ರತಿಭಟನೆ <box>536 1030 866 1050</box>
loan-waiver-bullets <box>80 1008 866 1026</box>
